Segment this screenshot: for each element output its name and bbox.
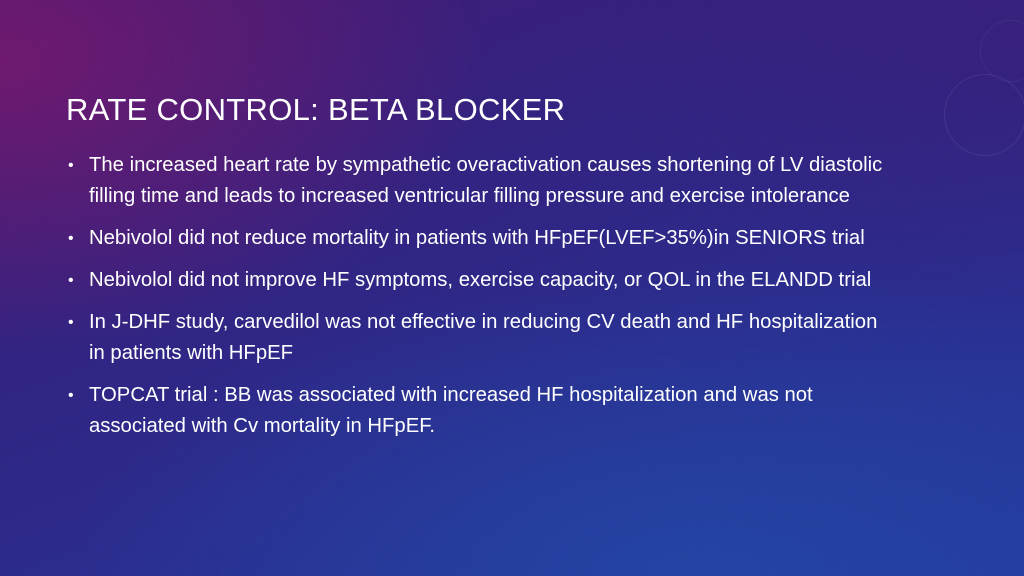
bullet-item bbox=[66, 223, 896, 254]
bullet-text: In J-DHF study, carvedilol was not effective in reducing CV death and HF hospitalization in patients with HFpEF bbox=[89, 311, 878, 364]
bullet-text: Nebivolol did not reduce mortality in patients with HFpEF(LVEF>35%)in SENIORS trial bbox=[89, 227, 865, 249]
bullet-text: TOPCAT trial : BB was associated with increased HF hospitalization and was not associated with Cv mortality in HFpEF. bbox=[89, 384, 813, 437]
bullet-dot-icon: • bbox=[68, 387, 74, 404]
bullet-dot-icon: • bbox=[68, 157, 74, 174]
slide-title: RATE CONTROL: BETA BLOCKER bbox=[66, 92, 566, 127]
bullet-dot-icon: • bbox=[68, 272, 74, 289]
bullet-item bbox=[66, 265, 896, 296]
bullet-dot-icon: • bbox=[68, 230, 74, 247]
decorative-circle bbox=[980, 20, 1024, 82]
decorative-circle bbox=[944, 74, 1024, 156]
bullet-item bbox=[66, 150, 896, 212]
bullet-list bbox=[66, 150, 896, 453]
bullet-text: Nebivolol did not improve HF symptoms, exercise capacity, or QOL in the ELANDD trial bbox=[89, 269, 872, 291]
bullet-item bbox=[66, 380, 896, 442]
bullet-dot-icon: • bbox=[68, 314, 74, 331]
bullet-text: The increased heart rate by sympathetic overactivation causes shortening of LV diastolic filling time and leads to increased ventricular filling pressure and exercise intolerance bbox=[89, 154, 883, 207]
bullet-item bbox=[66, 307, 896, 369]
